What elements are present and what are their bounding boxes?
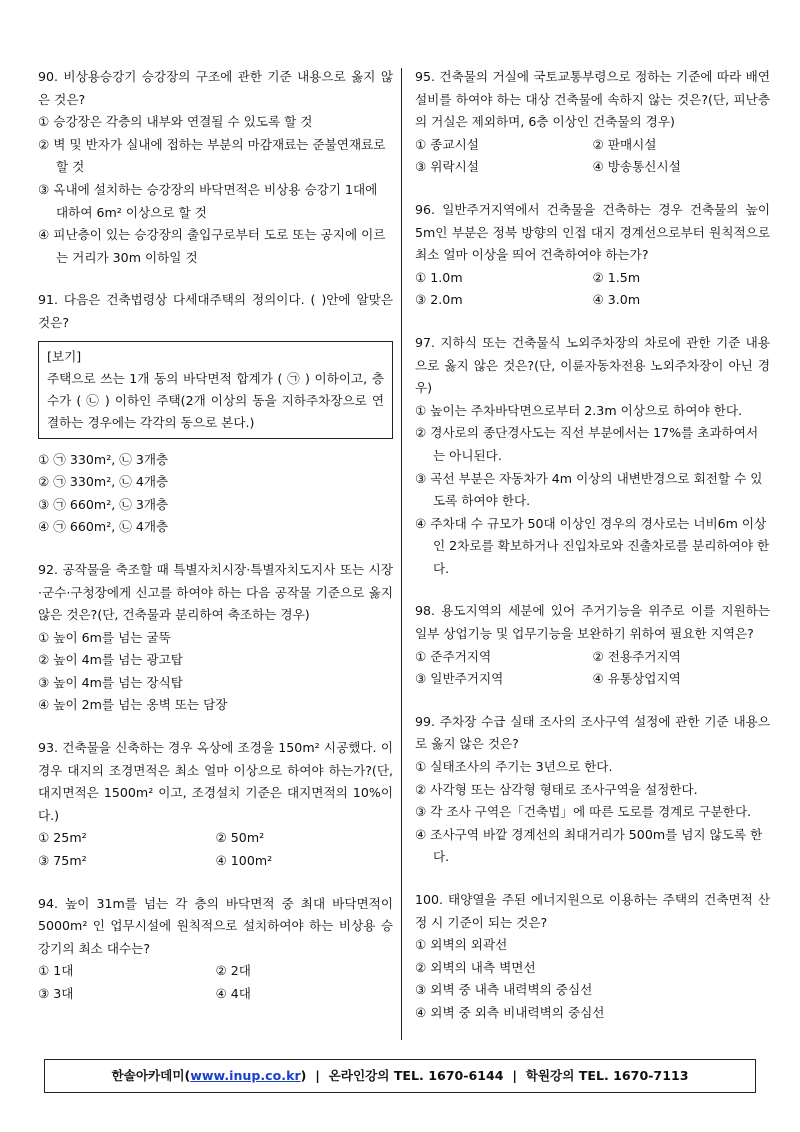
option[interactable]: ① 1.0m — [415, 269, 463, 285]
option[interactable]: ① 실태조사의 주기는 3년으로 한다. — [415, 759, 613, 775]
question-90 — [38, 66, 393, 269]
option[interactable]: ② 전용주거지역 — [592, 648, 681, 664]
option[interactable]: ③ ㉠ 660m², ㉡ 3개층 — [38, 496, 169, 512]
question-97 — [415, 332, 770, 581]
option[interactable]: ② 벽 및 반자가 실내에 접하는 부분의 마감재료는 준불연재료로 할 것 — [38, 136, 386, 175]
question-98 — [415, 600, 770, 690]
option[interactable]: ② 1.5m — [592, 269, 641, 285]
option[interactable]: ③ 3대 — [38, 986, 74, 1001]
option[interactable]: ④ 방송통신시설 — [592, 159, 681, 175]
options-grid — [38, 960, 393, 1005]
option[interactable]: ① 외벽의 외곽선 — [415, 937, 508, 953]
option[interactable]: ③ 곡선 부분은 자동차가 4m 이상의 내변반경으로 회전할 수 있도록 하여야 한다. — [415, 470, 763, 509]
option[interactable]: ① 높이 6m를 넘는 굴뚝 — [38, 629, 171, 645]
option[interactable]: ④ 조사구역 바깥 경계선의 최대거리가 500m를 넘지 않도록 한다. — [415, 826, 763, 865]
option[interactable]: ③ 75m² — [38, 853, 87, 869]
option[interactable]: ② 판매시설 — [592, 136, 657, 152]
option[interactable]: ③ 일반주거지역 — [415, 671, 504, 687]
option[interactable]: ① 1대 — [38, 963, 74, 979]
option[interactable]: ② 사각형 또는 삼각형 형태로 조사구역을 설정한다. — [415, 781, 698, 797]
column-divider — [401, 68, 402, 1040]
option[interactable]: ② 경사로의 종단경사도는 직선 부분에서는 17%를 초과하여서는 아니된다. — [415, 425, 759, 463]
question-94 — [38, 893, 393, 1006]
option[interactable]: ② 높이 4m를 넘는 광고탑 — [38, 652, 183, 668]
question-stem: 98. 용도지역의 세분에 있어 주거기능을 위주로 이를 지원하는 일부 상업기능 및 업무기능을 보완하기 위하여 필요한 지역은? — [415, 603, 770, 642]
left-column — [38, 66, 393, 1026]
option[interactable]: ② ㉠ 330m², ㉡ 4개층 — [38, 474, 169, 490]
option[interactable]: ① 승강장은 각층의 내부와 연결될 수 있도록 할 것 — [38, 114, 313, 130]
question-stem: 94. 높이 31m를 넘는 각 층의 바닥면적 중 최대 바닥면적이 5000m² 인 업무시설에 원칙적으로 설치하여야 하는 비상용 승강기의 최소 대수는? — [38, 895, 393, 956]
option[interactable]: ③ 2.0m — [415, 292, 463, 308]
options-grid — [415, 646, 770, 691]
footer-banner — [44, 1059, 756, 1093]
option[interactable]: ④ 3.0m — [592, 292, 641, 308]
example-box-title: [보기] — [47, 348, 82, 364]
option[interactable]: ① 준주거지역 — [415, 648, 492, 664]
option[interactable]: ④ 100m² — [215, 853, 273, 869]
question-stem: 96. 일반주거지역에서 건축물을 건축하는 경우 건축물의 높이 5m인 부분은 정북 방향의 인접 대지 경계선으로부터 원칙적으로 최소 얼마 이상을 띄어 건축하여야 하는가? — [415, 201, 770, 263]
online-phone: 온라인강의 TEL. 1670-6144 — [328, 1068, 504, 1083]
question-stem: 99. 주차장 수급 실태 조사의 조사구역 설정에 관한 기준 내용으로 옳지 않은 것은? — [415, 713, 770, 752]
option[interactable]: ④ 유통상업지역 — [592, 671, 681, 687]
option[interactable]: ① 높이는 주차바닥면으로부터 2.3m 이상으로 하여야 한다. — [415, 402, 743, 418]
question-stem: 90. 비상용승강기 승강장의 구조에 관한 기준 내용으로 옳지 않은 것은? — [38, 69, 393, 107]
right-column — [415, 66, 770, 1045]
question-96 — [415, 199, 770, 312]
option[interactable]: ④ 4대 — [215, 986, 251, 1001]
option[interactable]: ② 외벽의 내측 벽면선 — [415, 959, 536, 975]
academy-name: 한솔아카데미( — [111, 1068, 191, 1083]
question-99 — [415, 711, 770, 869]
option[interactable]: ③ 각 조사 구역은「건축법」에 따른 도로를 경계로 구분한다. — [415, 804, 752, 820]
question-stem: 93. 건축물을 신축하는 경우 옥상에 조경을 150m² 시공했다. 이 경우 대지의 조경면적은 최소 얼마 이상으로 하여야 하는가?(단, 대지면적은 1500m² 이고, 조경설치 기준은 대지면적의 10%이다.) — [38, 740, 393, 823]
question-stem: 91. 다음은 건축법령상 다세대주택의 정의이다. ( )안에 알맞은 것은? — [38, 292, 393, 330]
example-box-text: 주택으로 쓰는 1개 동의 바닥면적 합계가 ( ㉠ ) 이하이고, 층수가 ( ㉡ ) 이하인 주택(2개 이상의 동을 지하주차장으로 연결하는 경우에는 각각의 동으로 본다.) — [47, 370, 384, 430]
question-stem: 100. 태양열을 주된 에너지원으로 이용하는 주택의 건축면적 산정 시 기준이 되는 것은? — [415, 892, 770, 930]
question-stem: 97. 지하식 또는 건축물식 노외주차장의 차로에 관한 기준 내용으로 옳지 않은 것은?(단, 이륜자동차전용 노외주차장이 아닌 경우) — [415, 334, 770, 396]
offline-phone: 학원강의 TEL. 1670-7113 — [525, 1068, 689, 1083]
option[interactable]: ① ㉠ 330m², ㉡ 3개층 — [38, 451, 169, 467]
options-grid — [415, 134, 770, 179]
academy-close: ) — [300, 1068, 307, 1083]
website-link[interactable]: www.inup.co.kr — [190, 1068, 301, 1083]
question-100 — [415, 889, 770, 1025]
option[interactable]: ③ 높이 4m를 넘는 장식탑 — [38, 674, 183, 690]
example-box — [38, 341, 393, 439]
option[interactable]: ① 25m² — [38, 830, 87, 846]
question-stem: 95. 건축물의 거실에 국토교통부령으로 정하는 기준에 따라 배연설비를 하여야 하는 대상 건축물에 속하지 않는 것은?(단, 피난층의 거실은 제외하며, 6층 이상인 건축물의 경우) — [415, 69, 770, 130]
question-95 — [415, 66, 770, 179]
question-93 — [38, 737, 393, 873]
question-stem: 92. 공작물을 축조할 때 특별자치시장·특별자치도지사 또는 시장·군수·구청장에게 신고를 하여야 하는 다음 공작물 기준으로 옳지 않은 것은?(단, 건축물과 분리하여 축조하는 경우) — [38, 561, 393, 623]
option[interactable]: ② 50m² — [215, 830, 265, 846]
option[interactable]: ④ ㉠ 660m², ㉡ 4개층 — [38, 519, 169, 535]
option[interactable]: ④ 높이 2m를 넘는 옹벽 또는 담장 — [38, 697, 228, 713]
separator: | — [512, 1068, 517, 1083]
option[interactable]: ① 종교시설 — [415, 136, 479, 152]
option[interactable]: ④ 외벽 중 외측 비내력벽의 중심선 — [415, 1004, 605, 1020]
question-92 — [38, 559, 393, 717]
option[interactable]: ③ 옥내에 설치하는 승강장의 바닥면적은 비상용 승강기 1대에 대하여 6m² 이상으로 할 것 — [38, 181, 378, 220]
option[interactable]: ④ 피난층이 있는 승강장의 출입구로부터 도로 또는 공지에 이르는 거리가 30m 이하일 것 — [38, 227, 386, 265]
option[interactable]: ④ 주차대 수 규모가 50대 이상인 경우의 경사로는 너비6m 이상인 2차로를 확보하거나 진입차로와 진출차로를 분리하여야 한다. — [415, 515, 770, 576]
separator: | — [315, 1068, 320, 1083]
option[interactable]: ③ 위락시설 — [415, 159, 479, 175]
option[interactable]: ③ 외벽 중 내측 내력벽의 중심선 — [415, 982, 593, 998]
option[interactable]: ② 2대 — [215, 963, 251, 979]
question-91 — [38, 289, 393, 539]
options-grid — [415, 267, 770, 312]
options-grid — [38, 827, 393, 872]
